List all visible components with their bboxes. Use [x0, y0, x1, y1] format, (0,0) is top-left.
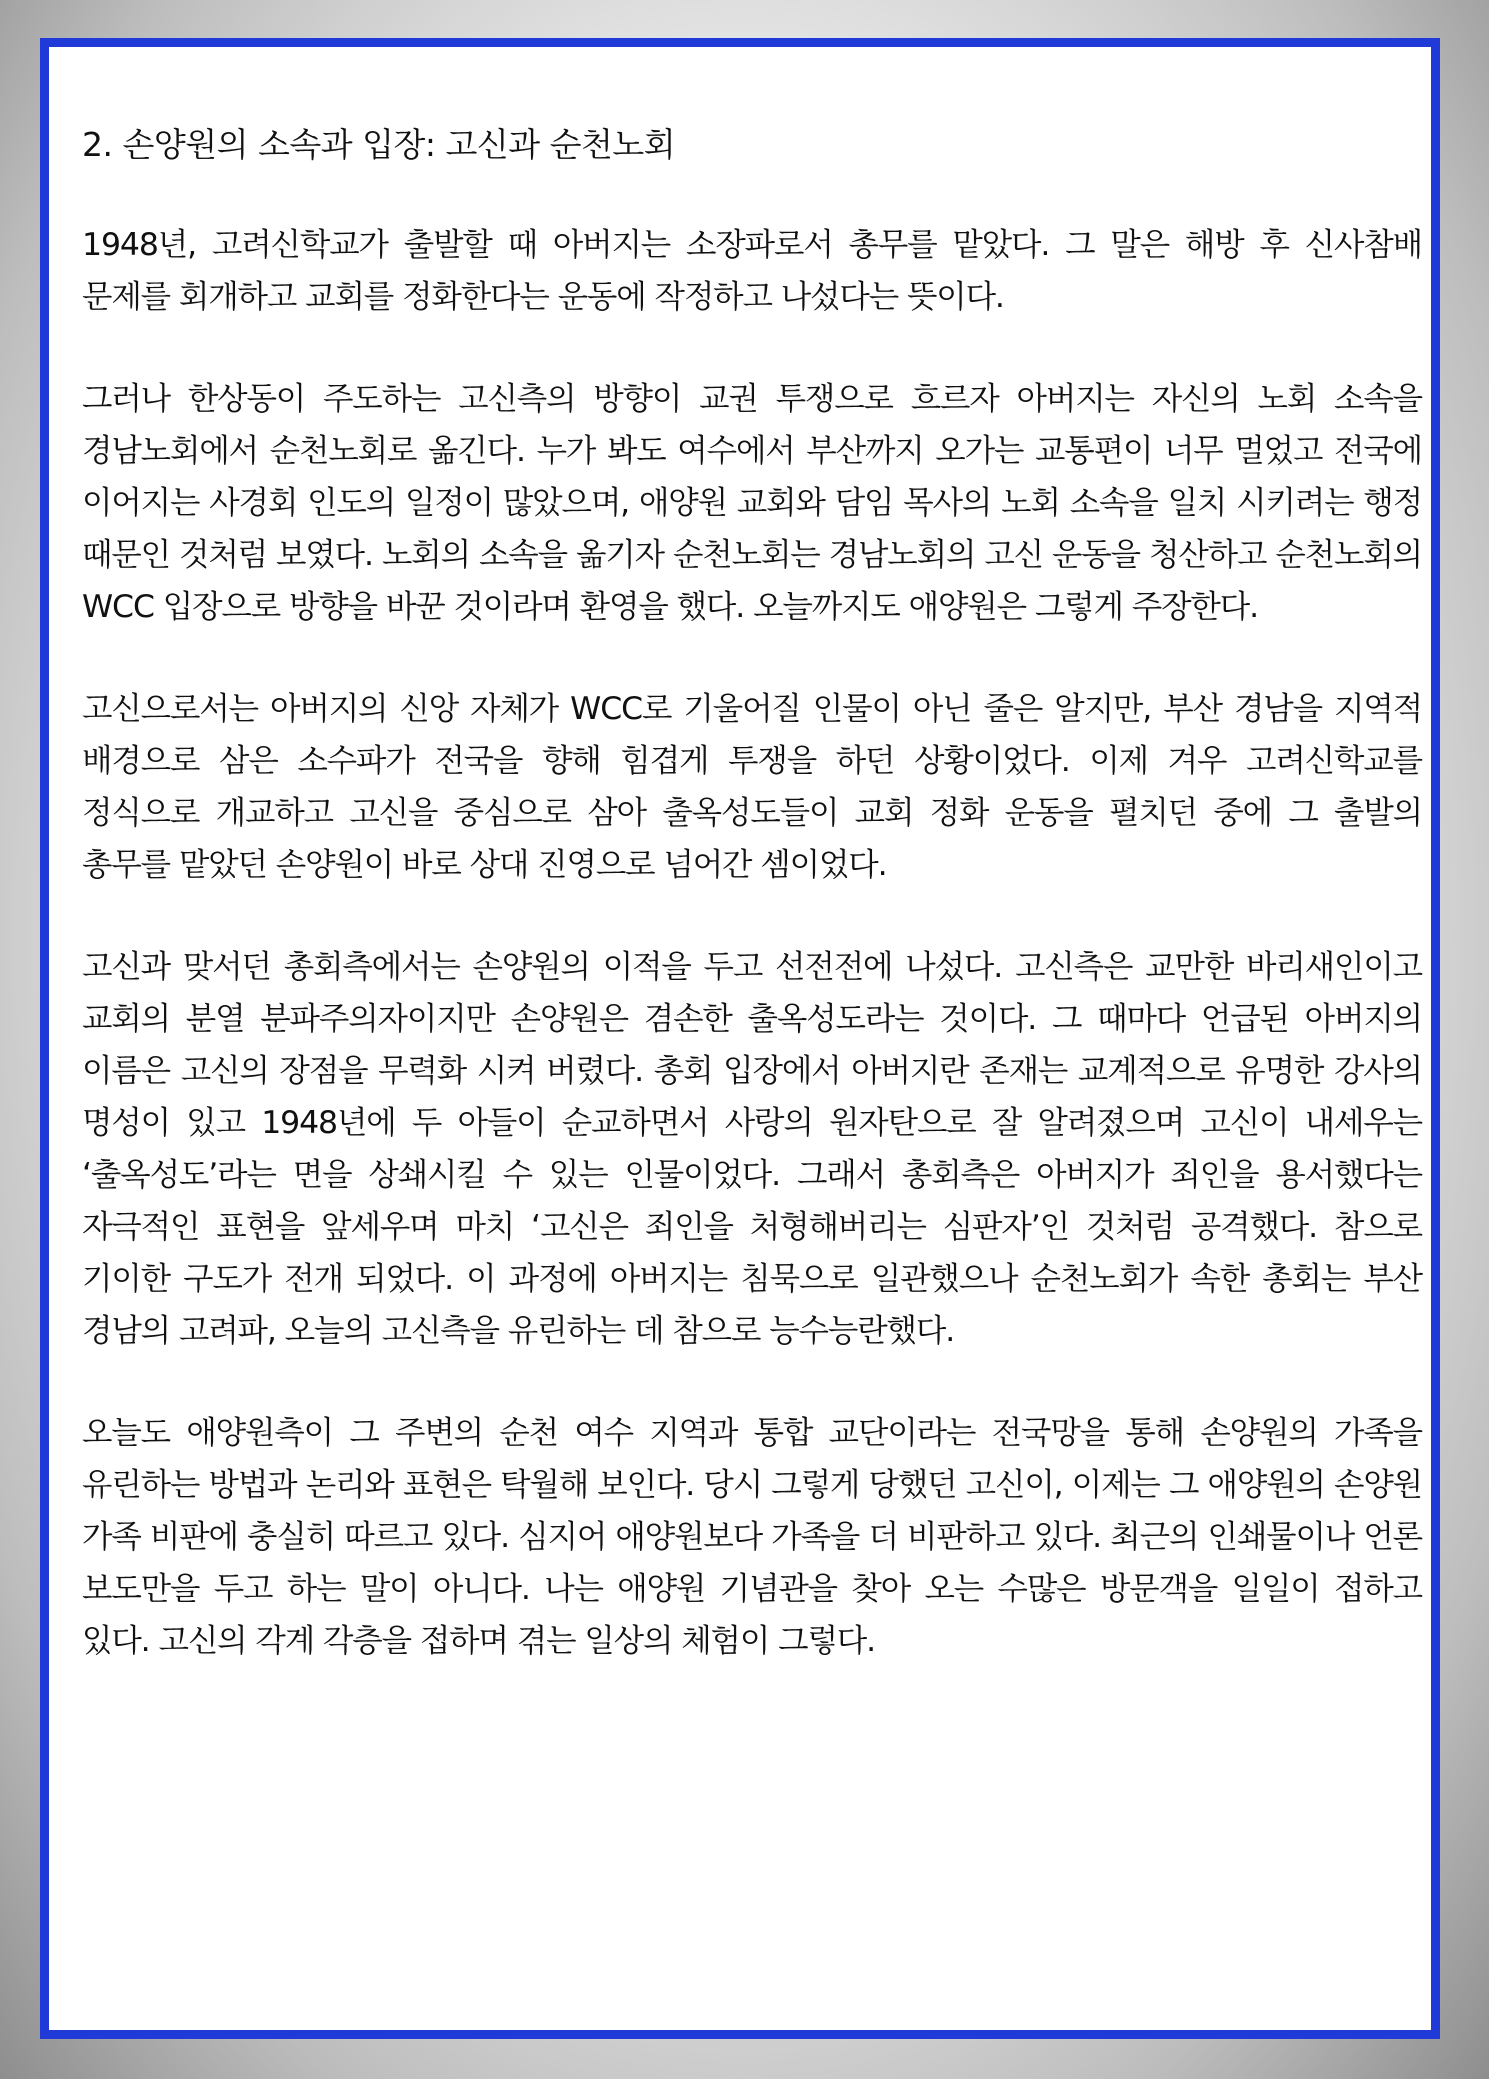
document-page — [40, 38, 1440, 2039]
document-body — [82, 125, 1422, 1717]
paragraph-1: 1948년, 고려신학교가 출발할 때 아버지는 소장파로서 총무를 맡았다. 그 말은 해방 후 신사참배 문제를 회개하고 교회를 정화한다는 운동에 작정하고 나섰다는 뜻이다. — [82, 227, 1422, 315]
paragraph-3: 고신으로서는 아버지의 신앙 자체가 WCC로 기울어질 인물이 아닌 줄은 알지만, 부산 경남을 지역적 배경으로 삼은 소수파가 전국을 향해 힘겹게 투쟁을 하던 상황이었다. 이제 겨우 고려신학교를 정식으로 개교하고 고신을 중심으로 삼아 출옥성도들이 교회 정화 운동을 펼치던 중에 그 출발의 총무를 맡았던 손양원이 바로 상대 진영으로 넘어간 셈이었다. — [82, 691, 1422, 883]
paragraph-4: 고신과 맞서던 총회측에서는 손양원의 이적을 두고 선전전에 나섰다. 고신측은 교만한 바리새인이고 교회의 분열 분파주의자이지만 손양원은 겸손한 출옥성도라는 것이다. 그 때마다 언급된 아버지의 이름은 고신의 장점을 무력화 시켜 버렸다. 총회 입장에서 아버지란 존재는 교계적으로 유명한 강사의 명성이 있고 1948년에 두 아들이 순교하면서 사랑의 원자탄으로 잘 알려졌으며 고신이 내세우는 ‘출옥성도’라는 면을 상쇄시킬 수 있는 인물이었다. 그래서 총회측은 아버지가 죄인을 용서했다는 자극적인 표현을 앞세우며 마치 ‘고신은 죄인을 처형해버리는 심판자’인 것처럼 공격했다. 참으로 기이한 구도가 전개 되었다. 이 과정에 아버지는 침묵으로 일관했으나 순천노회가 속한 총회는 부산 경남의 고려파, 오늘의 고신측을 유린하는 데 참으로 능수능란했다. — [82, 949, 1422, 1349]
paragraph-5: 오늘도 애양원측이 그 주변의 순천 여수 지역과 통합 교단이라는 전국망을 통해 손양원의 가족을 유린하는 방법과 논리와 표현은 탁월해 보인다. 당시 그렇게 당했던 고신이, 이제는 그 애양원의 손양원 가족 비판에 충실히 따르고 있다. 심지어 애양원보다 가족을 더 비판하고 있다. 최근의 인쇄물이나 언론 보도만을 두고 하는 말이 아니다. 나는 애양원 기념관을 찾아 오는 수많은 방문객을 일일이 접하고 있다. 고신의 각계 각층을 접하며 겪는 일상의 체험이 그렇다. — [82, 1415, 1422, 1659]
paragraph-2: 그러나 한상동이 주도하는 고신측의 방향이 교권 투쟁으로 흐르자 아버지는 자신의 노회 소속을 경남노회에서 순천노회로 옮긴다. 누가 봐도 여수에서 부산까지 오가는 교통편이 너무 멀었고 전국에 이어지는 사경회 인도의 일정이 많았으며, 애양원 교회와 담임 목사의 노회 소속을 일치 시키려는 행정 때문인 것처럼 보였다. 노회의 소속을 옮기자 순천노회는 경남노회의 고신 운동을 청산하고 순천노회의 WCC 입장으로 방향을 바꾼 것이라며 환영을 했다. 오늘까지도 애양원은 그렇게 주장한다. — [82, 381, 1422, 625]
section-heading: 2. 손양원의 소속과 입장: 고신과 순천노회 — [82, 125, 676, 164]
